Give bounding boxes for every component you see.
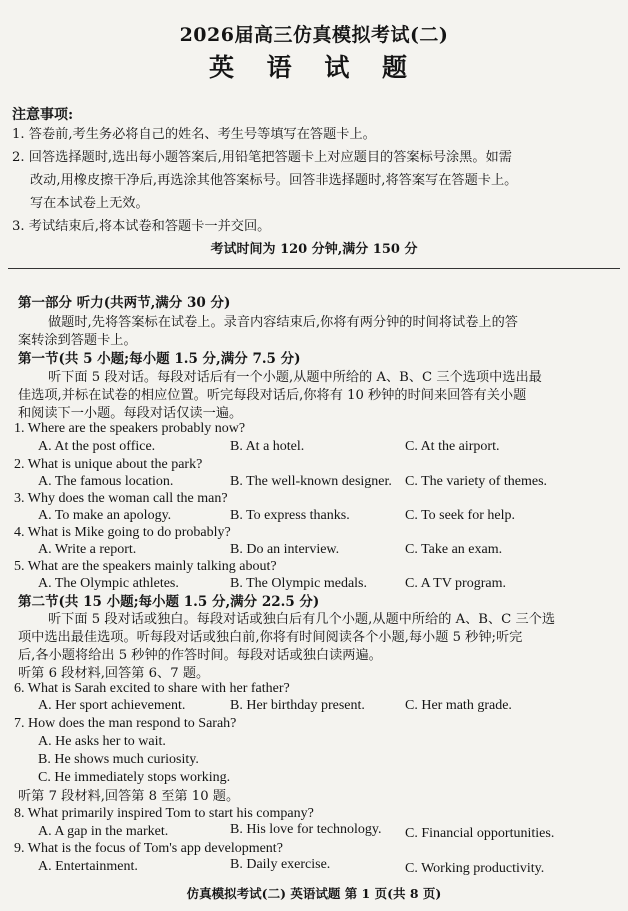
material-note: 听第 6 段材料,回答第 6、7 题。 (18, 666, 210, 681)
divider-line (8, 268, 620, 269)
question-9: 9. What is the focus of Tom's app development? (14, 841, 283, 856)
section1-intro: 听下面 5 段对话。每段对话后有一个小题,从题中所给的 A、B、C 三个选项中选出最 (48, 370, 542, 385)
option-b: B. Daily exercise. (230, 857, 331, 872)
section2-intro: 项中选出最佳选项。听每段对话或独白前,你将有时间阅读各个小题,每小题 5 秒钟;听完 (18, 630, 523, 645)
notice-line: 1. 答卷前,考生务必将自己的姓名、考生号等填写在答题卡上。 (12, 127, 376, 142)
option-a: A. He asks her to wait. (38, 734, 166, 749)
notice-line: 3. 考试结束后,将本试卷和答题卡一并交回。 (12, 219, 271, 234)
option-b: B. His love for technology. (230, 822, 382, 837)
option-c: C. He immediately stops working. (38, 770, 231, 785)
section2-heading: 第二节(共 15 小题;每小题 1.5 分,满分 22.5 分) (18, 594, 320, 610)
option-a: A. A gap in the market. (38, 824, 169, 839)
option-a: A. To make an apology. (38, 508, 172, 523)
option-b: B. At a hotel. (230, 439, 305, 454)
option-a: A. The famous location. (38, 474, 174, 489)
subject-title: 英 语 试 题 (208, 53, 420, 82)
option-c: C. Take an exam. (405, 542, 503, 557)
option-a: A. Her sport achievement. (38, 698, 186, 713)
notice-line: 写在本试卷上无效。 (30, 196, 149, 211)
question-2: 2. What is unique about the park? (14, 457, 203, 472)
question-7: 7. How does the man respond to Sarah? (14, 716, 237, 731)
part1-heading: 第一部分 听力(共两节,满分 30 分) (18, 295, 231, 311)
option-c: C. Working productivity. (405, 861, 545, 876)
option-c: C. To seek for help. (405, 508, 515, 523)
question-5: 5. What are the speakers mainly talking about? (14, 559, 277, 574)
section1-heading: 第一节(共 5 小题;每小题 1.5 分,满分 7.5 分) (18, 351, 301, 367)
section1-intro: 佳选项,并标在试卷的相应位置。听完每段对话后,你将有 10 秒钟的时间来回答有关小题 (18, 388, 527, 403)
part1-intro: 做题时,先将答案标在试卷上。录音内容结束后,你将有两分钟的时间将试卷上的答 (48, 315, 518, 330)
option-b: B. He shows much curiosity. (38, 752, 199, 767)
exam-title: 2026届高三仿真模拟考试(二) (179, 24, 449, 46)
notice-line: 改动,用橡皮擦干净后,再选涂其他答案标号。回答非选择题时,将答案写在答题卡上。 (30, 173, 518, 188)
option-a: A. At the post office. (38, 439, 156, 454)
section1-intro: 和阅读下一小题。每段对话仅读一遍。 (18, 406, 243, 421)
option-a: A. The Olympic athletes. (38, 576, 179, 591)
question-6: 6. What is Sarah excited to share with her father? (14, 681, 290, 696)
option-c: C. The variety of themes. (405, 474, 548, 489)
option-b: B. Her birthday present. (230, 698, 365, 713)
option-c: C. A TV program. (405, 576, 506, 591)
exam-time-info: 考试时间为 120 分钟,满分 150 分 (210, 242, 418, 257)
question-3: 3. Why does the woman call the man? (14, 491, 228, 506)
question-4: 4. What is Mike going to do probably? (14, 525, 231, 540)
question-1: 1. Where are the speakers probably now? (14, 421, 246, 436)
section2-intro: 后,各小题将给出 5 秒钟的作答时间。每段对话或独白读两遍。 (18, 648, 382, 663)
notice-line: 2. 回答选择题时,选出每小题答案后,用铅笔把答题卡上对应题目的答案标号涂黑。如需 (12, 150, 512, 165)
option-a: A. Entertainment. (38, 859, 138, 874)
option-c: C. At the airport. (405, 439, 500, 454)
part1-intro: 案转涂到答题卡上。 (18, 333, 137, 348)
option-b: B. To express thanks. (230, 508, 350, 523)
page-footer: 仿真模拟考试(二) 英语试题 第 1 页(共 8 页) (186, 886, 442, 901)
material-note: 听第 7 段材料,回答第 8 至第 10 题。 (18, 789, 240, 804)
option-a: A. Write a report. (38, 542, 137, 557)
notice-heading: 注意事项: (12, 107, 74, 123)
option-b: B. The well-known designer. (230, 474, 392, 489)
option-c: C. Financial opportunities. (405, 826, 555, 841)
option-b: B. Do an interview. (230, 542, 340, 557)
section2-intro: 听下面 5 段对话或独白。每段对话或独白后有几个小题,从题中所给的 A、B、C 三个选 (48, 612, 556, 627)
option-b: B. The Olympic medals. (230, 576, 367, 591)
question-8: 8. What primarily inspired Tom to start his company? (14, 806, 314, 821)
option-c: C. Her math grade. (405, 698, 512, 713)
